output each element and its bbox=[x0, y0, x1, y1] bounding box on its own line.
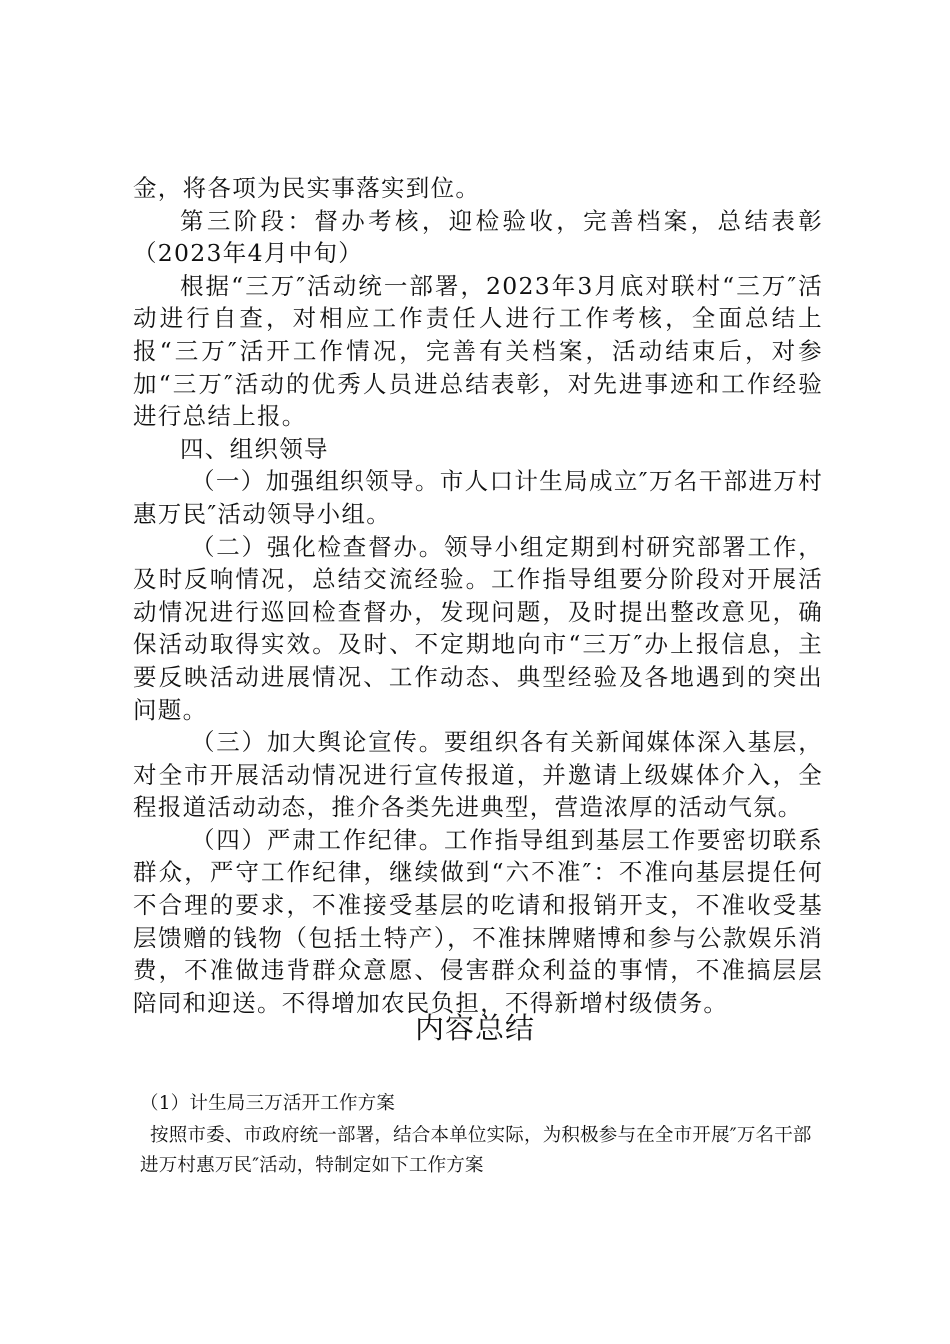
summary-item-heading: （1）计生局三万活开工作方案 bbox=[140, 1093, 396, 1114]
paragraph-stage-three: 第三阶段：督办考核，迎检验收，完善档案，总结表彰（2023年4月中旬） bbox=[133, 206, 823, 268]
summary-item-body: 按照市委、市政府统一部署，结合本单位实际，为积极参与在全市开展″万名干部进万村惠万民″活动，特制定如下工作方案 bbox=[140, 1125, 812, 1176]
paragraph-item-two: （二）强化检查督办。领导小组定期到村研究部署工作，及时反响情况，总结交流经验。工作指导组要分阶段对开展活动情况进行巡回检查督办，发现问题，及时提出整改意见，确保活动取得实效。及时、不定期地向市“三万″办上报信息，主要反映活动进展情况、工作动态、典型经验及各地遇到的突出问题。 bbox=[133, 532, 823, 724]
summary-title: 内容总结 bbox=[414, 1011, 535, 1045]
document-body bbox=[133, 172, 823, 1019]
paragraph-item-one: （一）加强组织领导。市人口计生局成立″万名干部进万村惠万民″活动领导小组。 bbox=[133, 467, 823, 528]
paragraph-stage-three-detail: 根据“三万″活动统一部署，2023年3月底对联村“三万″活动进行自查，对相应工作责任人进行工作考核，全面总结上报“三万″活开工作情况，完善有关档案，活动结束后，对参加“三万″活动的优秀人员进总结表彰，对先进事迹和工作经验进行总结上报。 bbox=[133, 271, 823, 431]
summary-section bbox=[140, 1089, 820, 1181]
paragraph-item-three: （三）加大舆论宣传。要组织各有关新闻媒体深入基层，对全市开展活动情况进行宣传报道，并邀请上级媒体介入，全程报道活动动态，推介各类先进典型，营造浓厚的活动气氛。 bbox=[133, 728, 823, 822]
paragraph-continuation: 金，将各项为民实事落实到位。 bbox=[133, 174, 481, 202]
paragraph-item-four: （四）严肃工作纪律。工作指导组到基层工作要密切联系群众，严守工作纪律，继续做到“六不准″：不准向基层提任何不合理的要求，不准接受基层的吃请和报销开支，不准收受基层馈赠的钱物（包括土特产），不准抹牌赌博和参与公款娱乐消费，不准做违背群众意愿、侵害群众利益的事情，不准搞层层陪同和迎送。不得增加农民负担，不得新增村级债务。 bbox=[133, 825, 823, 1017]
section-heading-organization: 四、组织领导 bbox=[180, 434, 329, 463]
